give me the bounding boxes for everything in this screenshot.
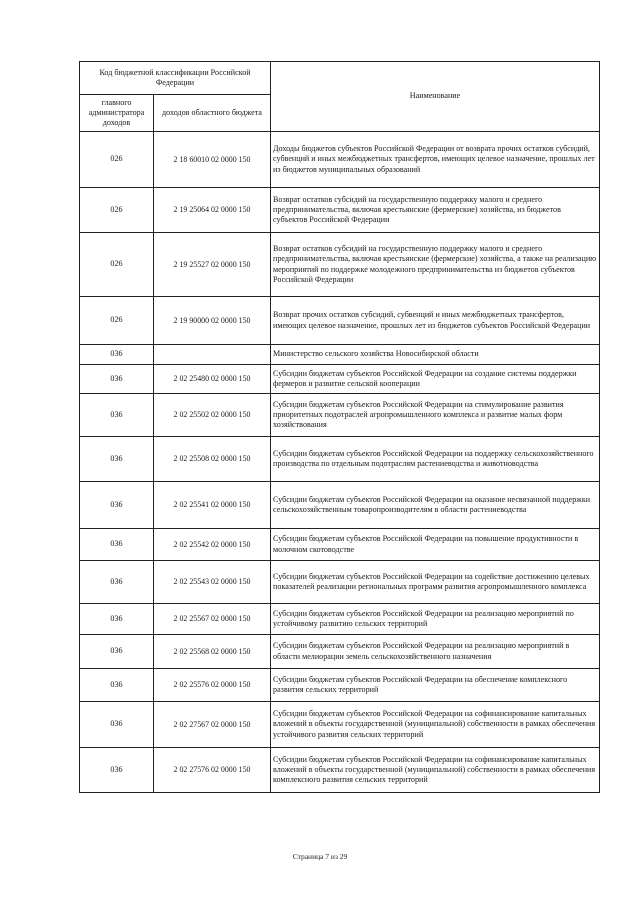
cell-name: Субсидии бюджетам субъектов Российской Федерации на реализацию мероприятий в области мелиорации земель сельскохозяйственного назначения [271,635,600,669]
header-classification-code: Код бюджетной классификации Российской Федерации [80,62,271,95]
cell-admin-code: 036 [80,635,154,669]
page-number: Страница 7 из 29 [292,852,348,861]
cell-admin-code: 036 [80,345,154,365]
table-row [80,482,600,529]
cell-income-code: 2 02 25543 02 0000 150 [154,561,271,604]
cell-admin-code: 026 [80,233,154,297]
cell-admin-code: 026 [80,132,154,188]
cell-name: Субсидии бюджетам субъектов Российской Федерации на оказание несвязанной поддержки сельскохозяйственным товаропроизводителям в области растениеводства [271,482,600,529]
budget-classification-table [79,61,600,793]
table-row [80,529,600,561]
cell-name: Субсидии бюджетам субъектов Российской Федерации на стимулирование развития приоритетных подотраслей агропромышленного комплекса и развитие малых форм хозяйствования [271,394,600,437]
table-row [80,394,600,437]
cell-name: Субсидии бюджетам субъектов Российской Федерации на софинансирование капитальных вложений в объекты государственной (муниципальной) собственности в рамках обеспечения комплексного развития сельских территорий [271,748,600,793]
cell-admin-code: 026 [80,297,154,345]
cell-admin-code: 036 [80,437,154,482]
cell-name: Министерство сельского хозяйства Новосибирской области [271,345,600,365]
cell-admin-code: 036 [80,561,154,604]
cell-income-code: 2 02 25480 02 0000 150 [154,365,271,394]
table-row [80,669,600,702]
cell-income-code: 2 02 27576 02 0000 150 [154,748,271,793]
cell-income-code: 2 02 27567 02 0000 150 [154,702,271,748]
table-row [80,365,600,394]
cell-admin-code: 036 [80,529,154,561]
table-row [80,604,600,635]
cell-name: Возврат остатков субсидий на государственную поддержку малого и среднего предпринимательства, включая крестьянские (фермерские) хозяйства, из бюджетов субъектов Российской Федерации [271,188,600,233]
table-row [80,561,600,604]
cell-income-code: 2 18 60010 02 0000 150 [154,132,271,188]
cell-income-code: 2 02 25542 02 0000 150 [154,529,271,561]
cell-name: Субсидии бюджетам субъектов Российской Федерации на реализацию мероприятий по устойчивому развитию сельских территорий [271,604,600,635]
table-row [80,233,600,297]
header-main-administrator: главного администратора доходов [80,95,154,132]
cell-admin-code: 036 [80,394,154,437]
cell-admin-code: 036 [80,702,154,748]
cell-income-code: 2 19 25527 02 0000 150 [154,233,271,297]
table-row [80,132,600,188]
cell-income-code: 2 02 25568 02 0000 150 [154,635,271,669]
cell-admin-code: 036 [80,604,154,635]
cell-income-code [154,345,271,365]
cell-admin-code: 026 [80,188,154,233]
cell-name: Субсидии бюджетам субъектов Российской Федерации на поддержку сельскохозяйственного производства по отдельным подотраслям растениеводства и животноводства [271,437,600,482]
table-row [80,188,600,233]
header-regional-income: доходов областного бюджета [154,95,271,132]
table-body [80,132,600,793]
cell-name: Субсидии бюджетам субъектов Российской Федерации на обеспечение комплексного развития сельских территорий [271,669,600,702]
cell-admin-code: 036 [80,365,154,394]
cell-name: Возврат остатков субсидий на государственную поддержку малого и среднего предпринимательства, включая крестьянские (фермерские) хозяйства, а также на реализацию мероприятий по поддержке молодежного предпринимательства из бюджетов субъектов Российской Федерации [271,233,600,297]
cell-admin-code: 036 [80,669,154,702]
header-name: Наименование [271,62,600,132]
cell-admin-code: 036 [80,748,154,793]
cell-name: Субсидии бюджетам субъектов Российской Федерации на софинансирование капитальных вложений в объекты государственной (муниципальной) собственности в рамках обеспечения устойчивого развития сельских территорий [271,702,600,748]
table-row [80,437,600,482]
cell-name: Субсидии бюджетам субъектов Российской Федерации на повышение продуктивности в молочном скотоводстве [271,529,600,561]
cell-name: Субсидии бюджетам субъектов Российской Федерации на содействие достижению целевых показателей реализации региональных программ развития агропромышленного комплекса [271,561,600,604]
table-row [80,345,600,365]
cell-name: Доходы бюджетов субъектов Российской Федерации от возврата прочих остатков субсидий, субвенций и иных межбюджетных трансфертов, имеющих целевое назначение, прошлых лет из бюджетов муниципальных образований [271,132,600,188]
table-row [80,635,600,669]
cell-income-code: 2 02 25508 02 0000 150 [154,437,271,482]
table-row [80,748,600,793]
cell-income-code: 2 02 25576 02 0000 150 [154,669,271,702]
cell-admin-code: 036 [80,482,154,529]
cell-income-code: 2 02 25567 02 0000 150 [154,604,271,635]
cell-income-code: 2 19 25064 02 0000 150 [154,188,271,233]
cell-name: Субсидии бюджетам субъектов Российской Федерации на создание системы поддержки фермеров и развитие сельской кооперации [271,365,600,394]
cell-income-code: 2 02 25502 02 0000 150 [154,394,271,437]
cell-name: Возврат прочих остатков субсидий, субвенций и иных межбюджетных трансфертов, имеющих целевое назначение, прошлых лет из бюджетов субъектов Российской Федерации [271,297,600,345]
table-row [80,702,600,748]
cell-income-code: 2 19 90000 02 0000 150 [154,297,271,345]
cell-income-code: 2 02 25541 02 0000 150 [154,482,271,529]
table-row [80,297,600,345]
